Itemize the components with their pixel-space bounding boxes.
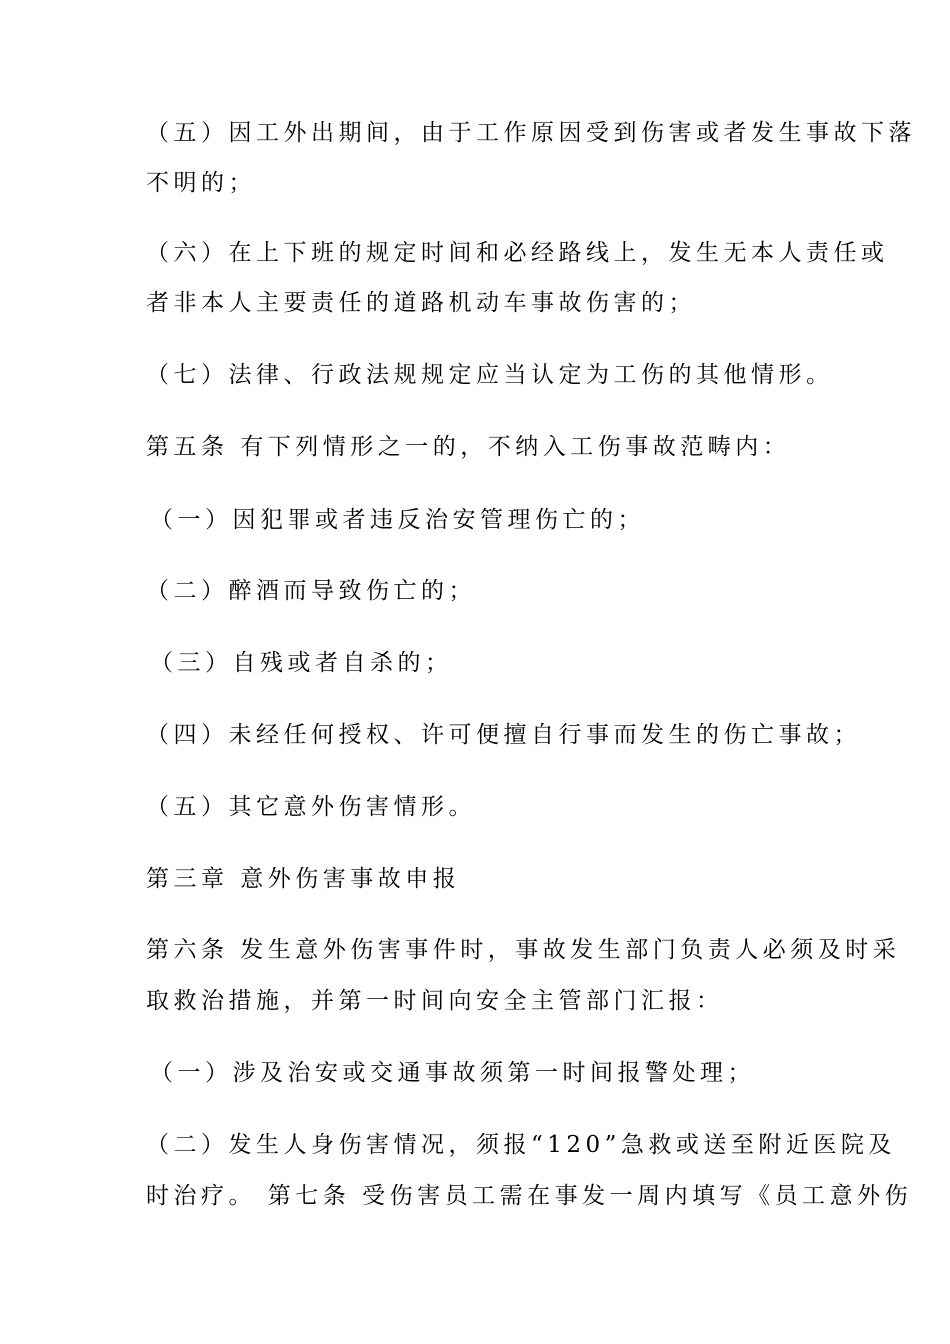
- list-item-1: （一）因犯罪或者违反治安管理伤亡的；: [150, 507, 645, 533]
- paragraph-line-2: 不明的；: [146, 170, 256, 196]
- list-item-4: （四）未经任何授权、许可便擅自行事而发生的伤亡事故；: [146, 722, 861, 748]
- paragraph-line-4: 者非本人主要责任的道路机动车事故伤害的；: [146, 290, 696, 316]
- article-5-heading: 第五条 有下列情形之一的，不纳入工伤事故范畴内：: [146, 434, 791, 460]
- article-6-item-1: （一）涉及治安或交通事故须第一时间报警处理；: [150, 1060, 755, 1086]
- article-6-line-2: 取救治措施，并第一时间向安全主管部门汇报：: [146, 988, 724, 1014]
- list-item-2: （二）醉酒而导致伤亡的；: [146, 578, 476, 604]
- article-6-item-2-line-2: 时治疗。 第七条 受伤害员工需在事发一周内填写《员工意外伤: [146, 1183, 913, 1209]
- article-6-item-2-line-1: （二）发生人身伤害情况，须报“120”急救或送至附近医院及: [146, 1132, 896, 1158]
- chapter-3-heading: 第三章 意外伤害事故申报: [146, 866, 461, 892]
- paragraph-line-3: （六）在上下班的规定时间和必经路线上，发生无本人责任或: [146, 240, 889, 266]
- paragraph-line-1: （五）因工外出期间，由于工作原因受到伤害或者发生事故下落: [146, 120, 916, 146]
- list-item-5: （五）其它意外伤害情形。: [146, 794, 476, 820]
- list-item-3: （三）自残或者自杀的；: [150, 650, 453, 676]
- article-6-line-1: 第六条 发生意外伤害事件时，事故发生部门负责人必须及时采: [146, 937, 901, 963]
- paragraph-line-5: （七）法律、行政法规规定应当认定为工伤的其他情形。: [146, 362, 834, 388]
